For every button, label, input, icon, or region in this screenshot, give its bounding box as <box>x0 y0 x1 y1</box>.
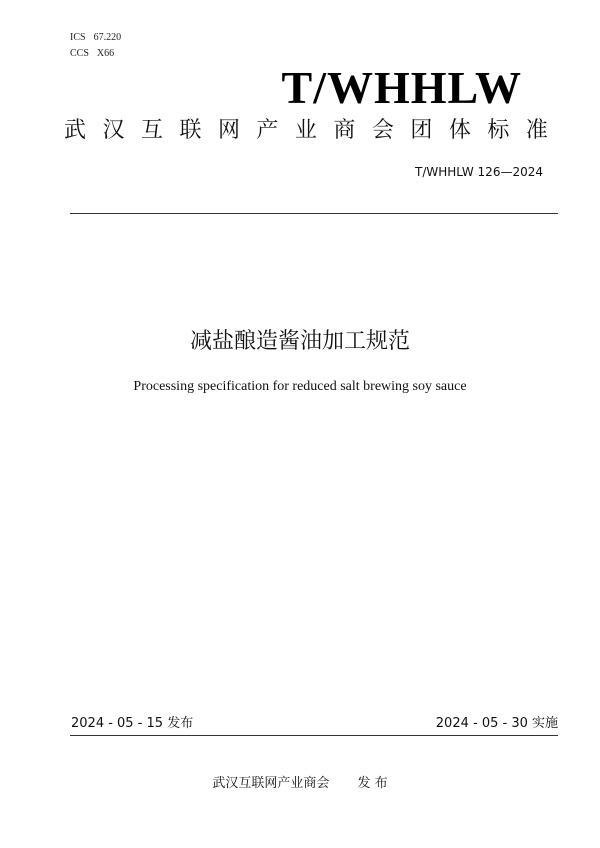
org-name-char: 汉 <box>102 118 125 143</box>
organization-standard-name <box>64 114 548 148</box>
publisher-action: 发 布 <box>357 776 388 791</box>
organization-code: T/WHHLW <box>281 62 522 113</box>
org-name-char: 标 <box>487 118 510 143</box>
ccs-row <box>70 46 121 62</box>
ics-value: 67.220 <box>93 32 122 43</box>
ics-label: ICS <box>70 32 86 43</box>
ccs-value: X66 <box>96 48 115 59</box>
standard-number: T/WHHLW 126—2024 <box>415 165 543 179</box>
document-title-chinese: 减盐酿造酱油加工规范 <box>189 329 410 354</box>
org-name-char: 武 <box>64 118 87 143</box>
issue-date: 2024 - 05 - 15 发布 <box>71 716 194 731</box>
org-name-char: 团 <box>410 118 433 143</box>
org-name-char: 网 <box>217 118 240 143</box>
header-divider <box>70 213 558 214</box>
document-title-english: Processing specification for reduced salt brewing soy sauce <box>133 379 467 394</box>
ccs-label: CCS <box>70 48 89 59</box>
classification-codes <box>70 30 121 62</box>
ics-row <box>70 30 121 46</box>
publisher-name: 武汉互联网产业商会 <box>212 776 330 791</box>
org-name-char: 联 <box>179 118 202 143</box>
publisher-line <box>0 775 600 793</box>
org-name-char: 体 <box>448 118 471 143</box>
org-name-char: 准 <box>525 118 548 143</box>
footer-divider <box>70 735 558 736</box>
org-name-char: 会 <box>371 118 394 143</box>
org-name-char: 业 <box>294 118 317 143</box>
implementation-date: 2024 - 05 - 30 实施 <box>435 716 558 731</box>
org-name-char: 商 <box>333 118 356 143</box>
org-name-char: 互 <box>140 118 163 143</box>
org-name-char: 产 <box>256 118 279 143</box>
